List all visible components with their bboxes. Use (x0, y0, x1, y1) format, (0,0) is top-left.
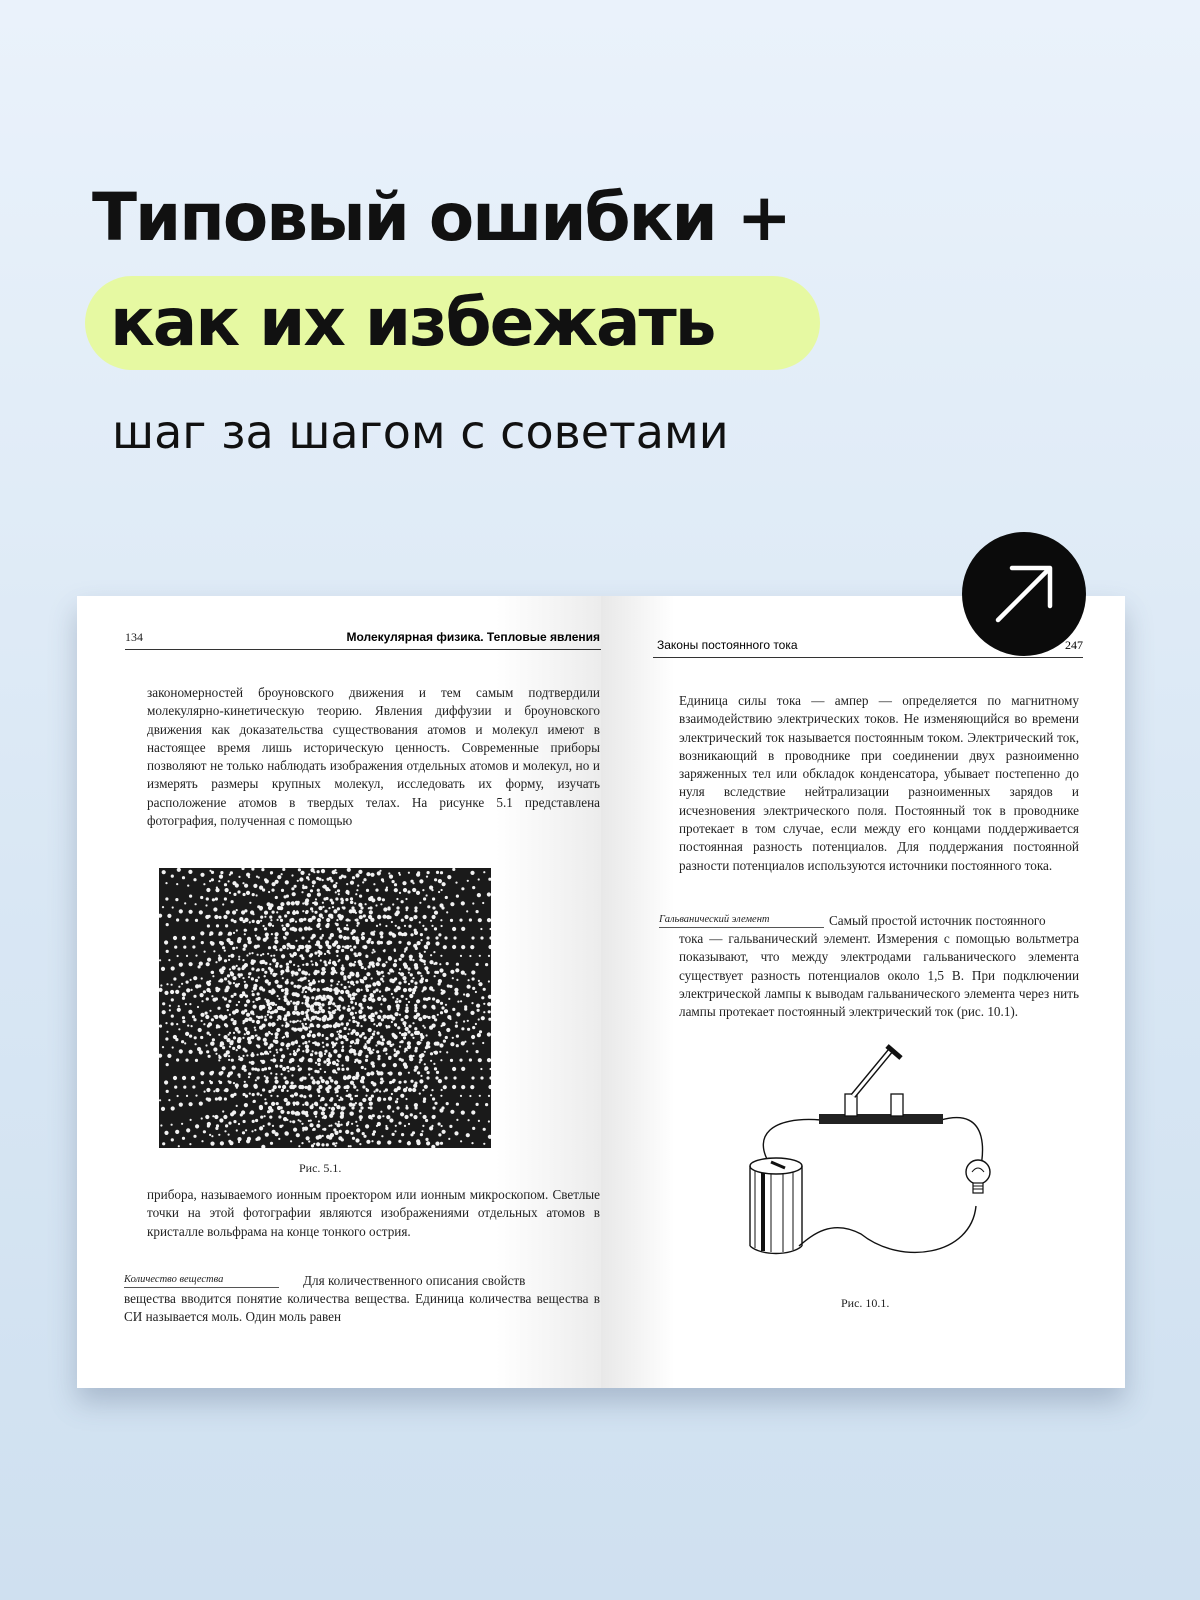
right-page (601, 596, 1125, 1388)
left-page-header (125, 630, 601, 650)
arrow-up-right-icon (962, 532, 1086, 656)
lamp (966, 1160, 990, 1193)
headline-line-1: Типовый ошибки + (92, 179, 790, 256)
right-page-number: 247 (1065, 638, 1083, 652)
right-running-head: Законы постоянного тока (657, 638, 798, 652)
left-running-head: Молекулярная физика. Тепловые явления (346, 630, 600, 644)
headline-line-2: как их избежать (110, 284, 715, 361)
figure-5-1-caption: Рис. 5.1. (299, 1161, 342, 1175)
battery (750, 1158, 802, 1254)
circuit-diagram (741, 1036, 1021, 1276)
right-paragraph-3: тока — гальванический элемент. Измерения с помощью вольтметра показывают, что между электродами гальванического элемента существует разность потенциалов около 1,5 В. При подключении электрической лампы к выводам гальванического элемента через нить лампы протекает постоянный электрический ток (рис. 10.1). (679, 931, 1079, 1020)
left-paragraph-2: прибора, называемого ионным проектором или ионным микроскопом. Светлые точки на этой фотографии являются изображениями отдельных атомов в кристалле вольфрама на конце тонкого острия. (147, 1187, 600, 1239)
switch-base (819, 1114, 943, 1124)
ion-microscope-photo (159, 868, 491, 1148)
right-paragraph-1: Единица силы тока — ампер — определяется по магнитному взаимодействию электрических токов. Не изменяющийся во времени электрический ток называется постоянным током. Электрический ток, возникающий в проводнике при соединении двух разноименно заряженных тел или обкладок конденсатора, убывает постепенно до нуля вследствие нейтрализации разноименных зарядов и исчезновения электрического поля. Постоянный ток в проводнике протекает в том случае, если между его концами поддерживается постоянная разность потенциалов. Для поддержания постоянной разности потенциалов используются источники постоянного тока. (679, 693, 1079, 873)
margin-label-amount: Количество вещества (124, 1274, 279, 1288)
left-page-number: 134 (125, 630, 143, 644)
left-page (77, 596, 601, 1388)
open-book (77, 596, 1125, 1388)
left-paragraph-4: вещества вводится понятие количества вещества. Единица количества вещества в СИ называется моль. Один моль равен (124, 1291, 600, 1325)
open-link-button[interactable] (962, 532, 1086, 656)
left-paragraph-3: Для количественного описания свойств (303, 1273, 526, 1288)
figure-10-1-caption: Рис. 10.1. (841, 1296, 890, 1310)
right-paragraph-2: Самый простой источник постоянного (829, 913, 1046, 928)
subtitle: шаг за шагом с советами (112, 405, 729, 459)
left-paragraph-1: закономерностей броуновского движения и тем самым подтвердили молекулярно-кинетическую теорию. Явления диффузии и броуновского движения как доказательства существования атомов и молекул имеют в настоящее время лишь историческую ценность. Современные приборы позволяют не только наблюдать изображения отдельных атомов и молекул, но и измерять размеры крупных молекул, исследовать их форму, изучать расположение атомов в твердых телах. На рисунке 5.1 представлена фотография, полученная с помощью (147, 685, 600, 829)
margin-label-galvanic: Гальванический элемент (659, 914, 824, 928)
